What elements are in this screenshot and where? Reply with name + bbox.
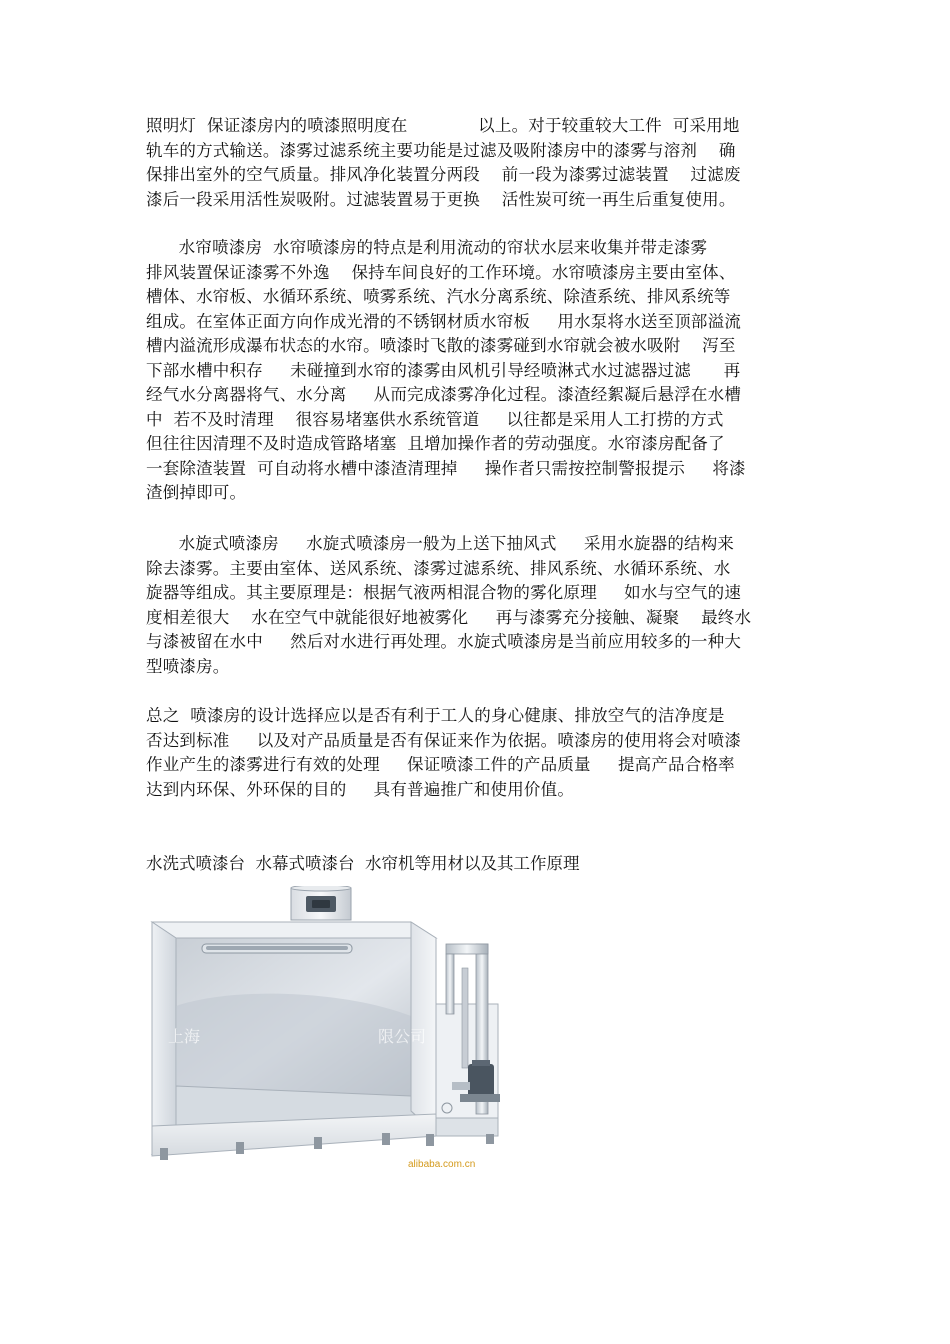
text-line: 轨车的方式输送。漆雾过滤系统主要功能是过滤及吸附漆房中的漆雾与溶剂 确 bbox=[146, 140, 736, 160]
text-line: 作业产生的漆雾进行有效的处理 保证喷漆工件的产品质量 提高产品合格率 bbox=[146, 755, 735, 774]
paragraph-summary bbox=[146, 704, 806, 802]
watermark-right: 限公司 bbox=[378, 1029, 427, 1046]
figure-caption: 水洗式喷漆台 水幕式喷漆台 水帘机等用材以及其工作原理 bbox=[146, 854, 580, 873]
text-line: 槽体、水帘板、水循环系统、喷雾系统、汽水分离系统、除渣系统、排风系统等 bbox=[146, 287, 731, 306]
text-line: 漆后一段采用活性炭吸附。过滤装置易于更换 活性炭可统一再生后重复使用。 bbox=[146, 189, 736, 209]
text-line: 除去漆雾。主要由室体、送风系统、漆雾过滤系统、排风系统、水循环系统、水 bbox=[146, 558, 731, 578]
text-line: 但往往因清理不及时造成管路堵塞 且增加操作者的劳动强度。水帘漆房配备了 bbox=[146, 434, 725, 453]
text-line: 下部水槽中积存 未碰撞到水帘的漆雾由风机引导经喷淋式水过滤器过滤 再 bbox=[146, 360, 741, 380]
text-line: 达到内环保、外环保的目的 具有普遍推广和使用价值。 bbox=[146, 779, 575, 799]
paragraph-water-vortex-booth bbox=[146, 532, 806, 679]
paragraph-water-curtain-booth bbox=[146, 236, 806, 506]
source-mark: alibaba.com.cn bbox=[408, 1159, 476, 1170]
text-line: 型喷漆房。 bbox=[146, 656, 230, 676]
water-curtain-booth-photo bbox=[146, 886, 516, 1176]
text-line: 一套除渣装置 可自动将水槽中漆渣清理掉 操作者只需按控制警报提示 将漆 bbox=[146, 458, 746, 478]
water-pump bbox=[468, 1064, 494, 1098]
text-line: 经气水分离器将气、水分离 从而完成漆雾净化过程。漆渣经絮凝后悬浮在水槽 bbox=[146, 385, 742, 404]
watermark-left: 上海 bbox=[168, 1029, 201, 1046]
text-line: 水帘喷漆房 水帘喷漆房的特点是利用流动的帘状水层来收集并带走漆雾 bbox=[146, 238, 708, 257]
text-line: 排风装置保证漆雾不外逸 保持车间良好的工作环境。水帘喷漆房主要由室体、 bbox=[146, 262, 736, 282]
text-line: 旋器等组成。其主要原理是：根据气液两相混合物的雾化原理 如水与空气的速 bbox=[146, 583, 742, 602]
text-line: 槽内溢流形成瀑布状态的水帘。喷漆时飞散的漆雾碰到水帘就会被水吸附 泻至 bbox=[146, 336, 736, 355]
text-line: 水旋式喷漆房 水旋式喷漆房一般为上送下抽风式 采用水旋器的结构来 bbox=[146, 534, 735, 553]
text-line: 中 若不及时清理 很容易堵塞供水系统管道 以往都是采用人工打捞的方式 bbox=[146, 409, 724, 429]
text-line: 与漆被留在水中 然后对水进行再处理。水旋式喷漆房是当前应用较多的一种大 bbox=[146, 632, 742, 651]
paragraph-lighting-filter bbox=[146, 114, 806, 212]
text-line: 总之 喷漆房的设计选择应以是否有利于工人的身心健康、排放空气的洁净度是 bbox=[146, 706, 725, 725]
text-line: 组成。在室体正面方向作成光滑的不锈钢材质水帘板 用水泵将水送至顶部溢流 bbox=[146, 311, 742, 331]
text-line: 度相差很大 水在空气中就能很好地被雾化 再与漆雾充分接触、凝聚 最终水 bbox=[146, 607, 752, 627]
text-line: 照明灯 保证漆房内的喷漆照明度在 以上。对于较重较大工件 可采用地 bbox=[146, 116, 740, 135]
text-line: 渣倒掉即可。 bbox=[146, 483, 247, 502]
text-line: 保排出室外的空气质量。排风净化装置分两段 前一段为漆雾过滤装置 过滤废 bbox=[146, 165, 741, 184]
text-line: 否达到标准 以及对产品质量是否有保证来作为依据。喷漆房的使用将会对喷漆 bbox=[146, 730, 742, 750]
